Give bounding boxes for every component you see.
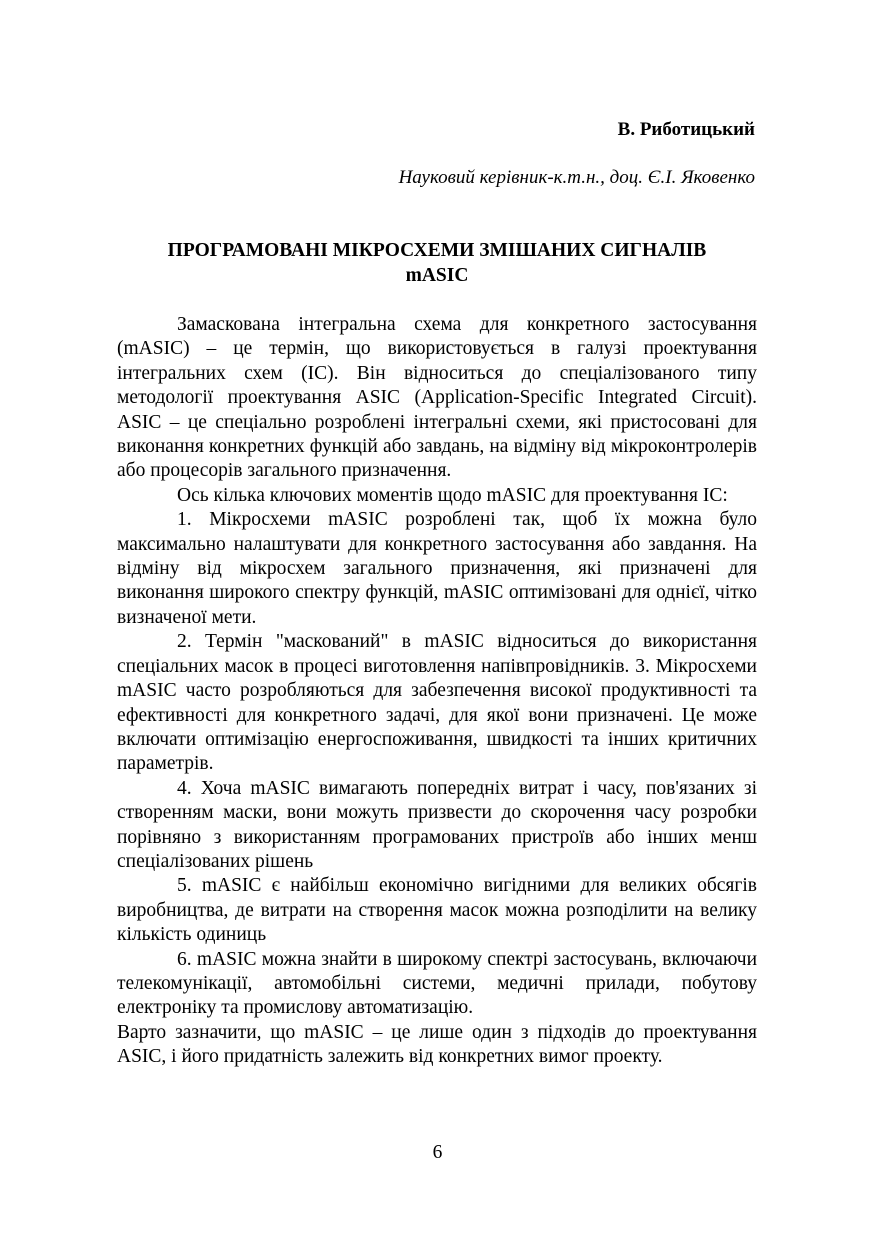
article-body <box>117 313 757 1070</box>
scientific-advisor: Науковий керівник-к.т.н., доц. Є.І. Яковенко <box>398 167 755 188</box>
page-number: 6 <box>432 1142 443 1163</box>
list-item-1: 1. Мікросхеми mASIC розроблені так, щоб їх можна було максимально налаштувати для конкретного застосування або завдання. На відміну від мікросхем загального призначення, які призначені для виконання широкого спектру функцій, mASIC оптимізовані для однієї, чітко визначеної мети. <box>117 509 757 628</box>
title-line-2: mASIC <box>405 265 469 286</box>
list-item-4: 4. Хоча mASIC вимагають попередніх витрат і часу, пов'язаних зі створенням маски, вони можуть призвести до скорочення часу розробки порівняно з використанням програмованих пристроїв або інших менш спеціалізованих рішень <box>117 777 757 872</box>
list-item-2-3: 2. Термін "маскований" в mASIC відноситься до використання спеціальних масок в процесі виготовлення напівпровідників. 3. Мікросхеми mASIC часто розробляються для забезпечення високої продуктивності та ефективності для конкретного задачі, для якої вони призначені. Це може включати оптимізацію енергоспоживання, швидкості та інших критичних параметрів. <box>117 631 757 775</box>
article-title <box>117 238 757 288</box>
list-item-5: 5. mASIC є найбільш економічно вигідними для великих обсягів виробництва, де витрати на створення масок можна розподілити на велику кількість одиниць <box>117 875 757 946</box>
title-line-1: ПРОГРАМОВАНІ МІКРОСХЕМИ ЗМІШАНИХ СИГНАЛІВ <box>167 240 707 261</box>
list-item-6: 6. mASIC можна знайти в широкому спектрі застосувань, включаючи телекомунікації, автомобільні системи, медичні прилади, побутову електроніку та промислову автоматизацію. <box>117 948 757 1019</box>
paragraph-key-points: Ось кілька ключових моментів щодо mASIC для проектування IC: <box>177 484 728 506</box>
paragraph-intro: Замаскована інтегральна схема для конкретного застосування (mASIC) – це термін, що використовується в галузі проектування інтегральних схем (IC). Він відноситься до спеціалізованого типу методології проектування ASIC (Application-Specific Integrated Circuit). ASIC – це спеціально розроблені інтегральні схеми, які пристосовані для виконання конкретних функцій або завдань, на відміну від мікроконтролерів або процесорів загального призначення. <box>117 314 757 482</box>
author-name: В. Риботицький <box>617 119 755 140</box>
paragraph-conclusion: Варто зазначити, що mASIC – це лише один з підходів до проектування ASIC, і його придатність залежить від конкретних вимог проекту. <box>117 1021 757 1068</box>
